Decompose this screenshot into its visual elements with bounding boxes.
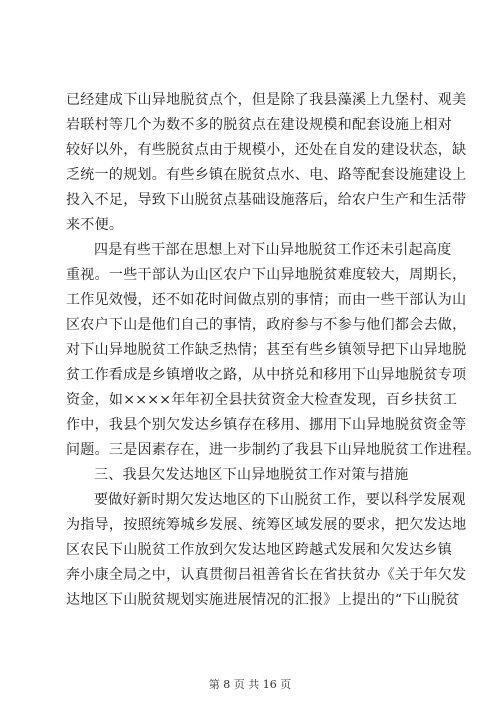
text-line: 四是有些干部在思想上对下山异地脱贫工作还未引起高度 [94,242,452,258]
paragraph [66,238,481,463]
text-line: 三、我县欠发达地区下山异地脱贫工作对策与措施 [94,467,409,483]
text-line: 重视。一些干部认为山区农户下山异地脱贫难度较大，周期长， [66,267,467,283]
text-line: 已经建成下山异地脱贫点个，但是除了我县藻溪上九堡村、观美 [66,92,467,108]
paragraph [66,88,467,238]
text-line: 达地区下山脱贫规划实施进展情况的汇报》上提出的“下山脱贫 [66,592,460,608]
text-line: 作中，我县个别欠发达乡镇存在移用、挪用下山异地脱贫资金等 [66,417,467,433]
text-line: 区农户下山是他们自己的事情，政府参与不参与他们都会去做， [66,317,467,333]
text-line: 对下山异地脱贫工作缺乏热情；甚至有些乡镇领导把下山异地脱 [66,342,467,358]
text-line: 要做好新时期欠发达地区的下山脱贫工作，要以科学发展观 [94,492,466,508]
text-line: 工作见效慢，还不如花时间做点别的事情；而由一些干部认为山 [66,292,467,308]
document-body [66,88,481,613]
text-line: 为指导，按照统筹城乡发展、统筹区域发展的要求，把欠发达地 [66,517,467,533]
paragraph [66,488,467,613]
paragraph [66,463,440,488]
text-line: 资金，如××××年年初全县扶贫资金大检查发现，百乡扶贫工 [66,392,458,408]
text-line: 问题。三是因素存在，进一步制约了我县下山异地脱贫工作进程。 [66,442,481,458]
text-line: 贫工作看成是乡镇增收之路，从中挤兑和移用下山异地脱贫专项 [66,367,467,383]
text-line: 区农民下山脱贫工作放到欠发达地区跨越式发展和欠发达乡镇 [66,542,453,558]
text-line: 乏统一的规划。有些乡镇在脱贫点水、电、路等配套设施建设上 [66,167,467,183]
page-footer: 第 8 页 共 16 页 [208,678,292,691]
text-line: 较好以外，有些脱贫点由于规模小，还处在自发的建设状态，缺 [66,142,467,158]
text-line: 来不便。 [66,217,124,233]
text-line: 投入不足，导致下山脱贫点基础设施落后，给农户生产和生活带 [66,192,467,208]
text-line: 岩联村等几个为数不多的脱贫点在建设规模和配套设施上相对 [66,117,453,133]
text-line: 奔小康全局之中，认真贯彻吕祖善省长在省扶贫办《关于年欠发 [66,567,467,583]
